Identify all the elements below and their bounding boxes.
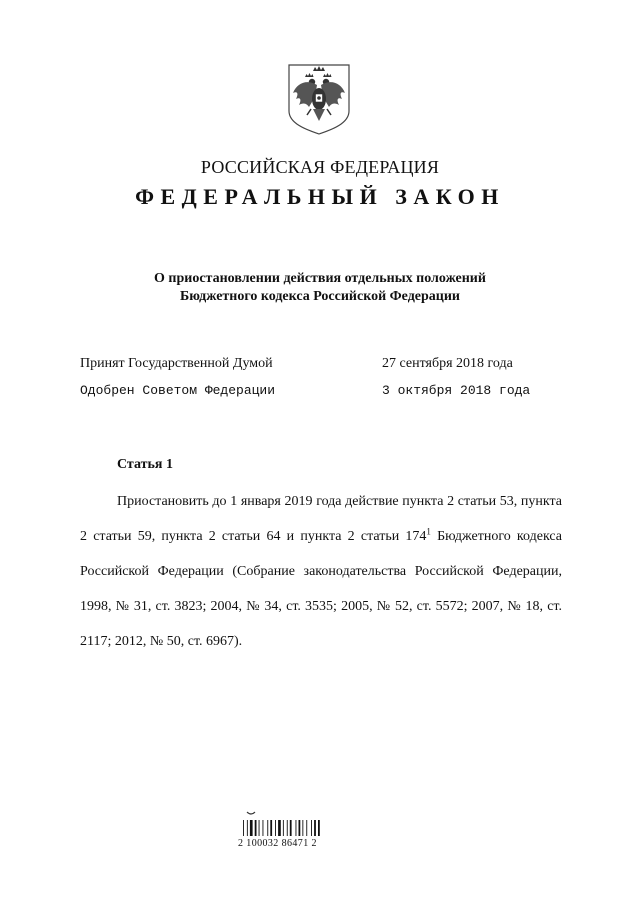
adopted-label: Принят Государственной Думой	[80, 356, 273, 371]
article-body	[80, 484, 562, 659]
coat-of-arms-icon	[287, 63, 351, 135]
article-text-part-2: Бюджетного кодекса Российской Федерации (Собрание законодательства Российской Федерации, 1998, № 31, ст. 3823; 2004, № 34, ст. 3535; 2005, № 52, ст. 5572; 2007, № 18, ст. 2117; 2012, № 50, ст. 6967).	[80, 529, 562, 649]
approved-label: Одобрен Советом Федерации	[80, 383, 276, 398]
country-name: РОССИЙСКАЯ ФЕДЕРАЦИЯ	[200, 157, 440, 177]
approved-date: 3 октября 2018 года	[382, 383, 531, 398]
barcode-number: 2 100032 86471 2	[238, 838, 317, 849]
article-superscript: 1	[426, 526, 431, 537]
law-title-line-2: Бюджетного кодекса Российской Федерации	[179, 289, 460, 304]
law-type-heading: ФЕДЕРАЛЬНЫЙ ЗАКОН	[135, 184, 505, 209]
law-title-line-1: О приостановлении действия отдельных положений	[154, 271, 486, 286]
law-title	[0, 270, 640, 306]
approved-row	[80, 383, 540, 398]
adopted-date: 27 сентября 2018 года	[382, 356, 513, 371]
adopted-row	[80, 356, 540, 372]
article-heading: Статья 1	[117, 457, 173, 472]
article-text-part-1: Приостановить до 1 января 2019 года действие пункта 2 статьи 53, пункта 2 статьи 59, пункта 2 статьи 64 и пункта 2 статьи 174	[80, 494, 562, 544]
